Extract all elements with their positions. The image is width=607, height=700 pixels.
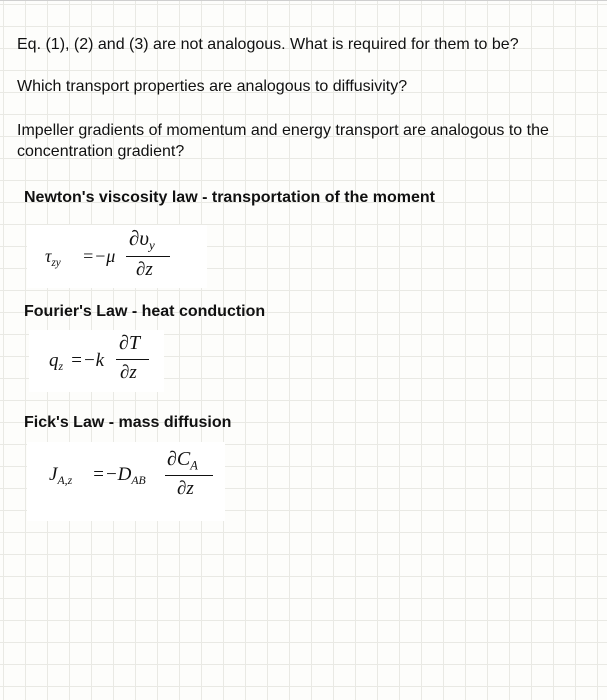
fick-lhs: $J_{A,z}$ — [49, 464, 73, 488]
newton-operator: =−μ — [82, 246, 116, 266]
question-diffusivity: Which transport properties are analogous to diffusivity? — [17, 78, 408, 95]
fick-operator: $=-D_{AB}$ — [92, 464, 146, 488]
fourier-law-heading: Fourier's Law - heat conduction — [24, 303, 266, 320]
top-border — [0, 0, 607, 1]
fick-denominator: ∂z — [177, 478, 194, 499]
newton-equation — [27, 225, 207, 288]
fourier-numerator: ∂T — [119, 332, 141, 354]
newton-denominator: ∂z — [136, 259, 153, 280]
fourier-operator: =−k — [70, 350, 105, 371]
newton-law-heading: Newton's viscosity law - transportation of the moment — [24, 189, 435, 206]
fick-equation — [27, 442, 225, 521]
fick-fraction-bar — [165, 475, 213, 476]
newton-fraction-bar — [126, 256, 170, 257]
question-gradients: Impeller gradients of momentum and energy transport are analogous to the concentration gradient? — [17, 122, 549, 160]
question-analogous: Eq. (1), (2) and (3) are not analogous. What is required for them to be? — [17, 36, 519, 53]
fourier-fraction-bar — [116, 359, 149, 360]
newton-numerator: $\partial\upsilon_y$ — [129, 226, 155, 253]
fourier-lhs: $q_z$ — [49, 350, 64, 374]
fick-law-heading: Fick's Law - mass diffusion — [24, 414, 232, 431]
fourier-equation — [29, 330, 164, 392]
fick-numerator: $\partial C_A$ — [167, 448, 198, 473]
fourier-denominator: ∂z — [120, 362, 137, 383]
newton-lhs: $\tau_{zy}$ — [45, 246, 61, 269]
